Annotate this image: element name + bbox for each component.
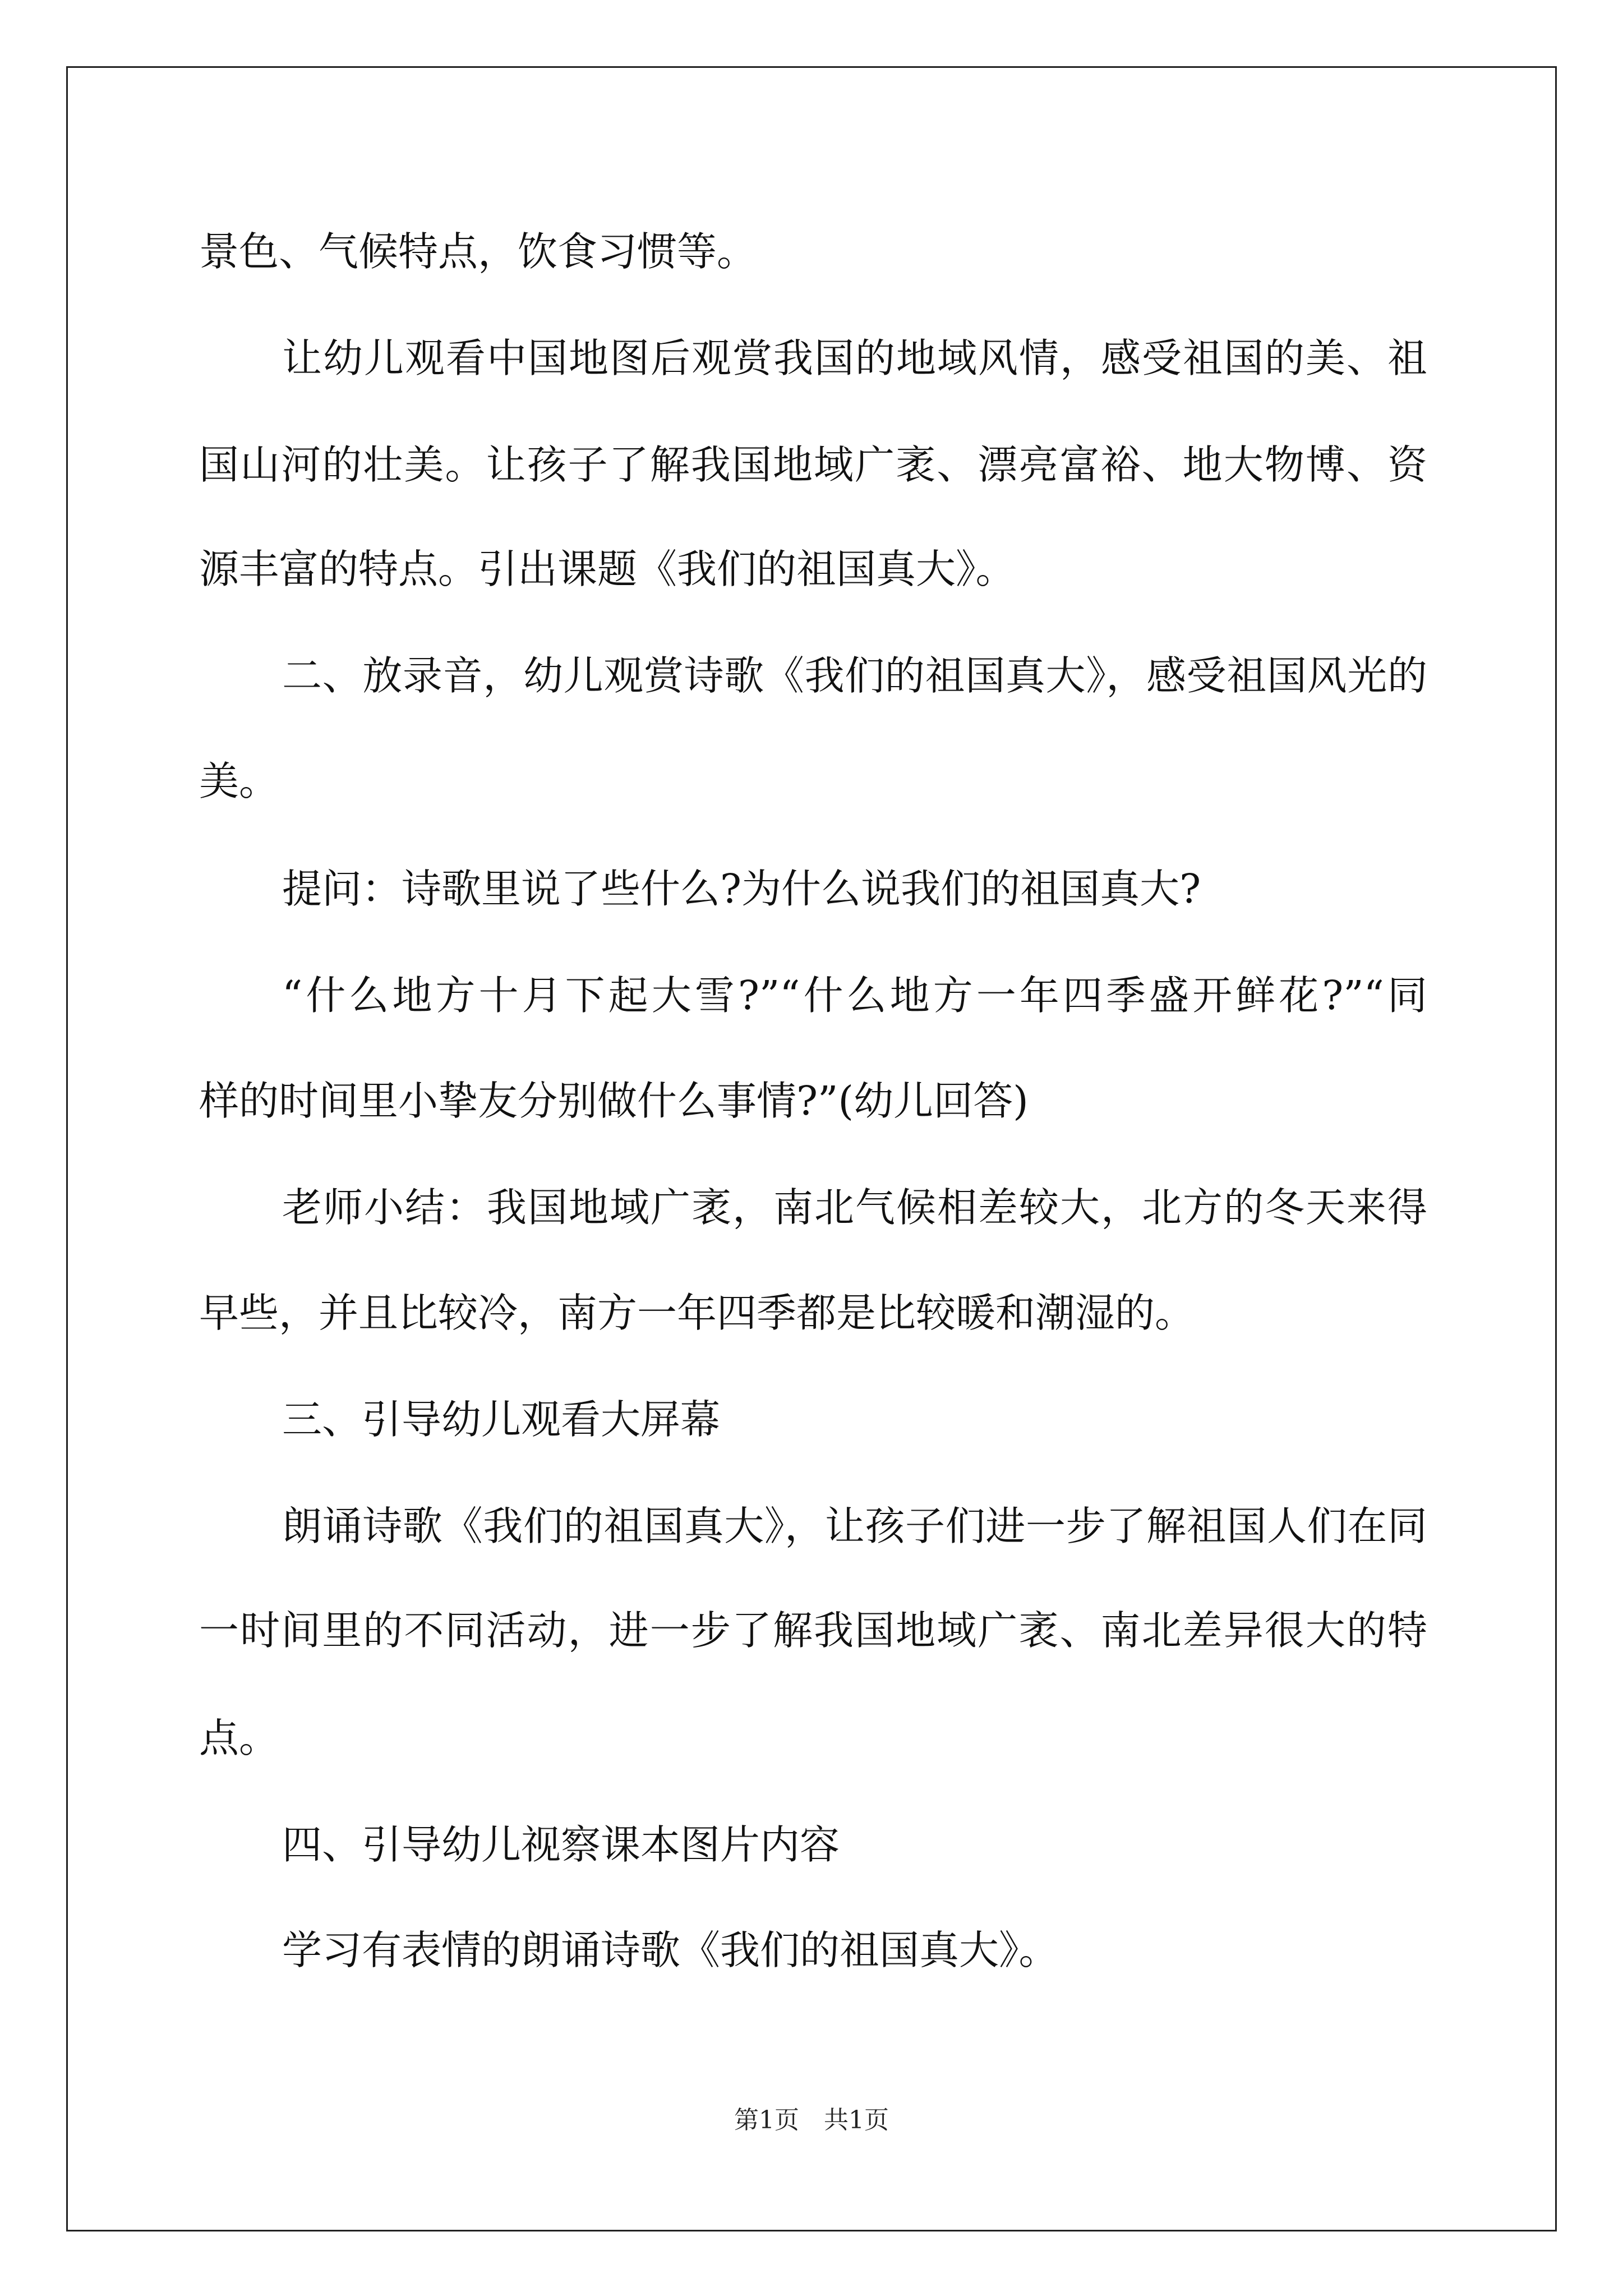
- page-footer: 第1页 共1页: [734, 2106, 889, 2134]
- text-line: 国山河的壮美。让孩子了解我国地域广袤、漂亮富裕、地大物博、资: [199, 441, 1427, 488]
- text-line: 二、放录音，幼儿观赏诗歌《我们的祖国真大》，感受祖国风光的: [282, 652, 1427, 699]
- text-line: 早些，并且比较冷，南方一年四季都是比较暖和潮湿的。: [199, 1290, 1195, 1336]
- text-line: 四、引导幼儿视察课本图片内容: [282, 1821, 840, 1868]
- page-border: [66, 66, 1557, 2231]
- text-line: 景色、气候特点，饮食习惯等。: [199, 228, 757, 275]
- text-line: 一时间里的不同活动，进一步了解我国地域广袤、南北差异很大的特: [199, 1607, 1427, 1654]
- text-line: 学习有表情的朗诵诗歌《我们的祖国真大》。: [282, 1927, 1059, 1973]
- text-line: 朗诵诗歌《我们的祖国真大》，让孩子们进一步了解祖国人们在同: [282, 1503, 1427, 1549]
- text-line: 提问：诗歌里说了些什么?为什么说我们的祖国真大?: [282, 866, 1201, 912]
- text-line: 样的时间里小挚友分别做什么事情?”(幼儿回答): [199, 1078, 1029, 1124]
- text-line: 点。: [199, 1715, 279, 1761]
- text-line: 源丰富的特点。引出课题《我们的祖国真大》。: [199, 546, 1016, 592]
- text-line: “什么地方十月下起大雪?”“什么地方一年四季盛开鲜花?”“同: [282, 972, 1427, 1019]
- text-line: 老师小结：我国地域广袤，南北气候相差较大，北方的冬天来得: [282, 1184, 1427, 1231]
- text-line: 让幼儿观看中国地图后观赏我国的地域风情，感受祖国的美、祖: [282, 335, 1427, 381]
- text-line: 美。: [199, 758, 279, 804]
- text-line: 三、引导幼儿观看大屏幕: [282, 1396, 721, 1443]
